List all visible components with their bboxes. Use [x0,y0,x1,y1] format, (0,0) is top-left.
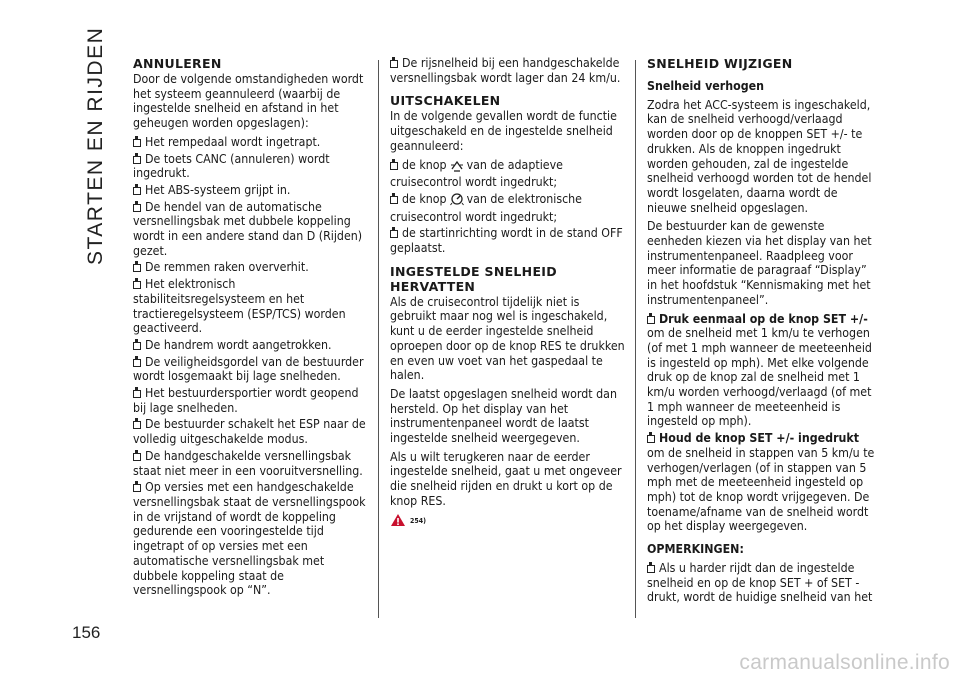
heading-uitschakelen: UITSCHAKELEN [390,93,501,109]
annuleren-intro: Door de volgende omstandigheden wordt het systeem geannuleerd (waarbij de ingestelde snelheid en afstand in het geheugen worden opgeslagen): [133,72,364,131]
hervatten-paragraph: Als u wilt terugkeren naar de eerder ingestelde snelheid, gaat u met ongeveer die snelheid rijden en drukt u kort op de knop RES. [390,449,622,508]
bullet-icon [647,316,655,324]
list-item: Als u harder rijdt dan de ingestelde snelheid en op de knop SET + of SET - drukt, wordt de huidige snelheid van het [647,560,873,605]
bullet-icon [133,204,141,212]
column-snelheid-wijzigen [647,56,879,609]
list-item: de knop van de adaptieve cruisecontrol wordt ingedrukt; [390,157,563,190]
list-item: Op versies met een handgeschakelde versnellingsbak staat de versnellingspook in de vrijstand of wordt de koppeling gedurende een vooringestelde tijd ingetrapt of op versies met een automatische versnellingsbak met dubbele koppeling staat de versnellingspook op “N”. [133,480,366,598]
list-item: Het rempedaal wordt ingetrapt. [133,135,369,150]
hervatten-paragraph: Als de cruisecontrol tijdelijk niet is gebruikt maar nog wel is ingeschakeld, kunt u de eerder ingestelde snelheid oproepen door op de knop RES te drukken en even uw voet van het gaspedaal te halen. [390,294,625,383]
wijzigen-paragraph: De bestuurder kan de gewenste eenheden kiezen via het display van het instrumentenpaneel. Raadpleeg voor meer informatie de paragraaf “Display” in het hoofdstuk “Kennismaking met het instrumentenpaneel”. [647,219,872,307]
heading-opmerkingen: OPMERKINGEN: [647,542,744,557]
adaptive-cruise-control-icon [450,160,464,176]
bullet-icon [647,435,655,443]
warning-triangle-icon [390,513,406,531]
list-item: de knop van de elektronische cruisecontrol wordt ingedrukt; [390,191,582,224]
column-divider [635,60,636,618]
hervatten-paragraph: De laatst opgeslagen snelheid wordt dan hersteld. Op het display van het instrumentenpaneel wordt de laatst ingestelde snelheid weergegeven. [390,386,617,446]
bullet-icon [133,453,141,461]
list-item: Houd de knop SET +/- ingedrukt om de snelheid in stappen van 5 km/u te verhogen/verlagen (of in stappen van 5 mph met de meeteenheid ingesteld op mph) tot de knop wordt vrijgegeven. De toename/afname van de snelheid wordt op het display weergegeven. [647,431,875,534]
watermark: carmanualsonline.info [739,651,950,674]
list-item: De bestuurder schakelt het ESP naar de volledig uitgeschakelde modus. [133,417,366,447]
warning-ref-number: 254) [410,517,427,526]
bullet-icon [390,230,398,238]
wijzigen-list [647,312,879,535]
list-item: de startinrichting wordt in de stand OFF geplaatst. [390,226,623,256]
uitschakelen-list [390,158,626,256]
heading-annuleren: ANNULEREN [133,56,222,71]
column-annuleren [133,56,369,602]
annuleren-list [133,135,369,598]
bullet-icon [133,421,141,429]
heading-snelheid-wijzigen: SNELHEID WIJZIGEN [647,56,793,71]
list-item: Het bestuurdersportier wordt geopend bij lage snelheden. [133,386,359,415]
list-item: De remmen raken oververhit. [133,260,369,275]
uitschakelen-intro: In de volgende gevallen wordt de functie uitgeschakeld en de ingestelde snelheid geannuleerd: [390,109,617,153]
list-item: De hendel van de automatische versnellingsbak met dubbele koppeling wordt in een andere stand dan D (Rijden) gezet. [133,199,363,258]
subheading-snelheid-verhogen: Snelheid verhogen [647,79,765,93]
bullet-icon [133,359,141,367]
bullet-icon [133,342,141,350]
bullet-icon [390,60,398,68]
bullet-icon [647,565,655,573]
chapter-title: STARTEN EN RIJDEN [84,26,107,265]
list-item: Het elektronisch stabiliteitsregelsysteem en het tractieregelsysteem (ESP/TCS) worden geactiveerd. [133,277,346,336]
list-item: De toets CANC (annuleren) wordt ingedrukt. [133,151,330,181]
bullet-icon [133,264,141,272]
opmerkingen-list [647,561,879,605]
bullet-icon [133,390,141,398]
cruise-control-icon [450,192,464,210]
list-item: De handrem wordt aangetrokken. [133,338,369,353]
list-item: Druk eenmaal op de knop SET +/- om de snelheid met 1 km/u te verhogen (of met 1 mph wanneer de meeteenheid is ingesteld op mph). Met elke volgende druk op de knop zal de snelheid met 1 km/u worden verhoogd/verlaagd (of met 1 mph wanneer de meeteenheid is ingesteld op mph). [647,311,872,429]
column-divider [378,60,379,618]
list-item: De handgeschakelde versnellingsbak staat niet meer in een vooruitversnelling. [133,448,363,478]
bullet-icon [133,281,141,289]
bullet-icon [133,139,141,147]
bullet-icon [133,484,141,492]
list-item: Het ABS-systeem grijpt in. [133,183,369,198]
heading-hervatten: INGESTELDE SNELHEID HERVATTEN [390,263,557,294]
bullet-icon [133,187,141,195]
list-item: De rijsnelheid bij een handgeschakelde versnellingsbak wordt lager dan 24 km/u. [390,56,621,85]
list-item: De veiligheidsgordel van de bestuurder wordt losgemaakt bij lage snelheden. [133,354,364,384]
bullet-icon [133,156,141,164]
page-number: 156 [72,623,101,642]
column-uitschakelen [390,56,626,530]
bullet-icon [390,196,398,204]
warning-reference [390,513,626,531]
bullet-icon [390,162,398,170]
wijzigen-paragraph: Zodra het ACC-systeem is ingeschakeld, kan de snelheid verhoogd/verlaagd worden door op de knoppen SET +/- te drukken. Als de knoppen ingedrukt worden gehouden, zal de ingestelde snelheid verhoogd worden tot de hendel wordt losgelaten, daarna wordt de nieuwe snelheid opgeslagen. [647,97,872,215]
